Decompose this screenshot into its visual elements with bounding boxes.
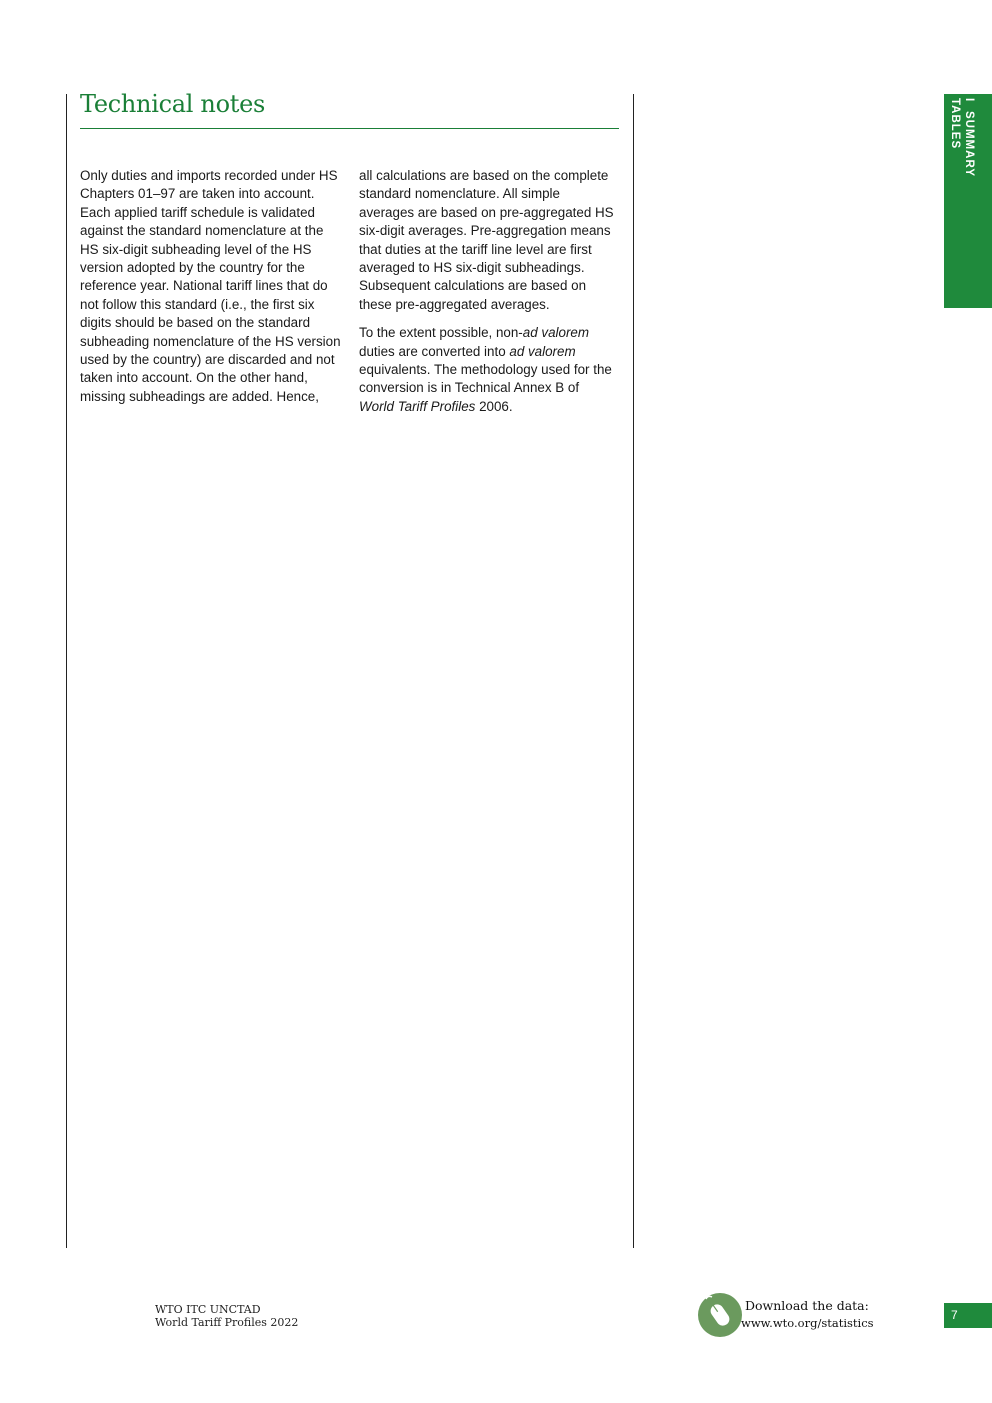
text-run: To the extent possible, non- [359, 325, 523, 341]
section-name-line2: TABLES [949, 98, 961, 150]
text-run: 2006. [475, 398, 513, 414]
body-column-right [359, 167, 617, 426]
paragraph: all calculations are based on the complete standard nomenclature. All simple averages are based on pre-aggregated HS six-digit averages. Pre-aggregation means that duties at the tariff line level are first averaged to HS six-digit subheadings. Subsequent calculations are based on these pre-aggregated averages. [359, 168, 614, 312]
italic-term: ad valorem [509, 343, 576, 359]
publication-title: World Tariff Profiles 2022 [155, 1316, 299, 1329]
title-underline [80, 128, 619, 129]
section-name-line1: SUMMARY [963, 110, 975, 177]
text-run: duties are converted into [359, 343, 510, 359]
right-column-rule [633, 94, 634, 1248]
body-column-left [80, 167, 342, 416]
download-link[interactable]: www.wto.org/statistics [741, 1316, 874, 1330]
page-title: Technical notes [80, 90, 266, 118]
publication-credit [155, 1303, 298, 1329]
mouse-icon[interactable] [698, 1293, 742, 1337]
left-margin-rule [66, 94, 67, 1248]
page-number-badge [944, 1303, 992, 1328]
paragraph: Only duties and imports recorded under HS Chapters 01–97 are taken into account. Each applied tariff schedule is validated against the standard nomenclature at the HS six-digit subheading level of the HS version adopted by the country for the reference year. National tariff lines that do not follow this standard (i.e., the first six digits should be based on the standard subheading nomenclature of the HS version used by the country) are discarded and not taken into account. On the other hand, missing subheadings are added. Hence, [80, 168, 341, 404]
text-run: equivalents. The methodology used for the conversion is in Technical Annex B of [359, 362, 612, 396]
organizations: WTO ITC UNCTAD [155, 1303, 261, 1316]
italic-term: ad valorem [522, 325, 590, 341]
section-tab-label [948, 98, 976, 177]
download-label: Download the data: [745, 1298, 869, 1313]
section-numeral: I [963, 98, 975, 103]
paragraph [359, 324, 617, 416]
page-number: 7 [951, 1308, 958, 1322]
italic-publication-title: World Tariff Profiles [359, 398, 476, 414]
